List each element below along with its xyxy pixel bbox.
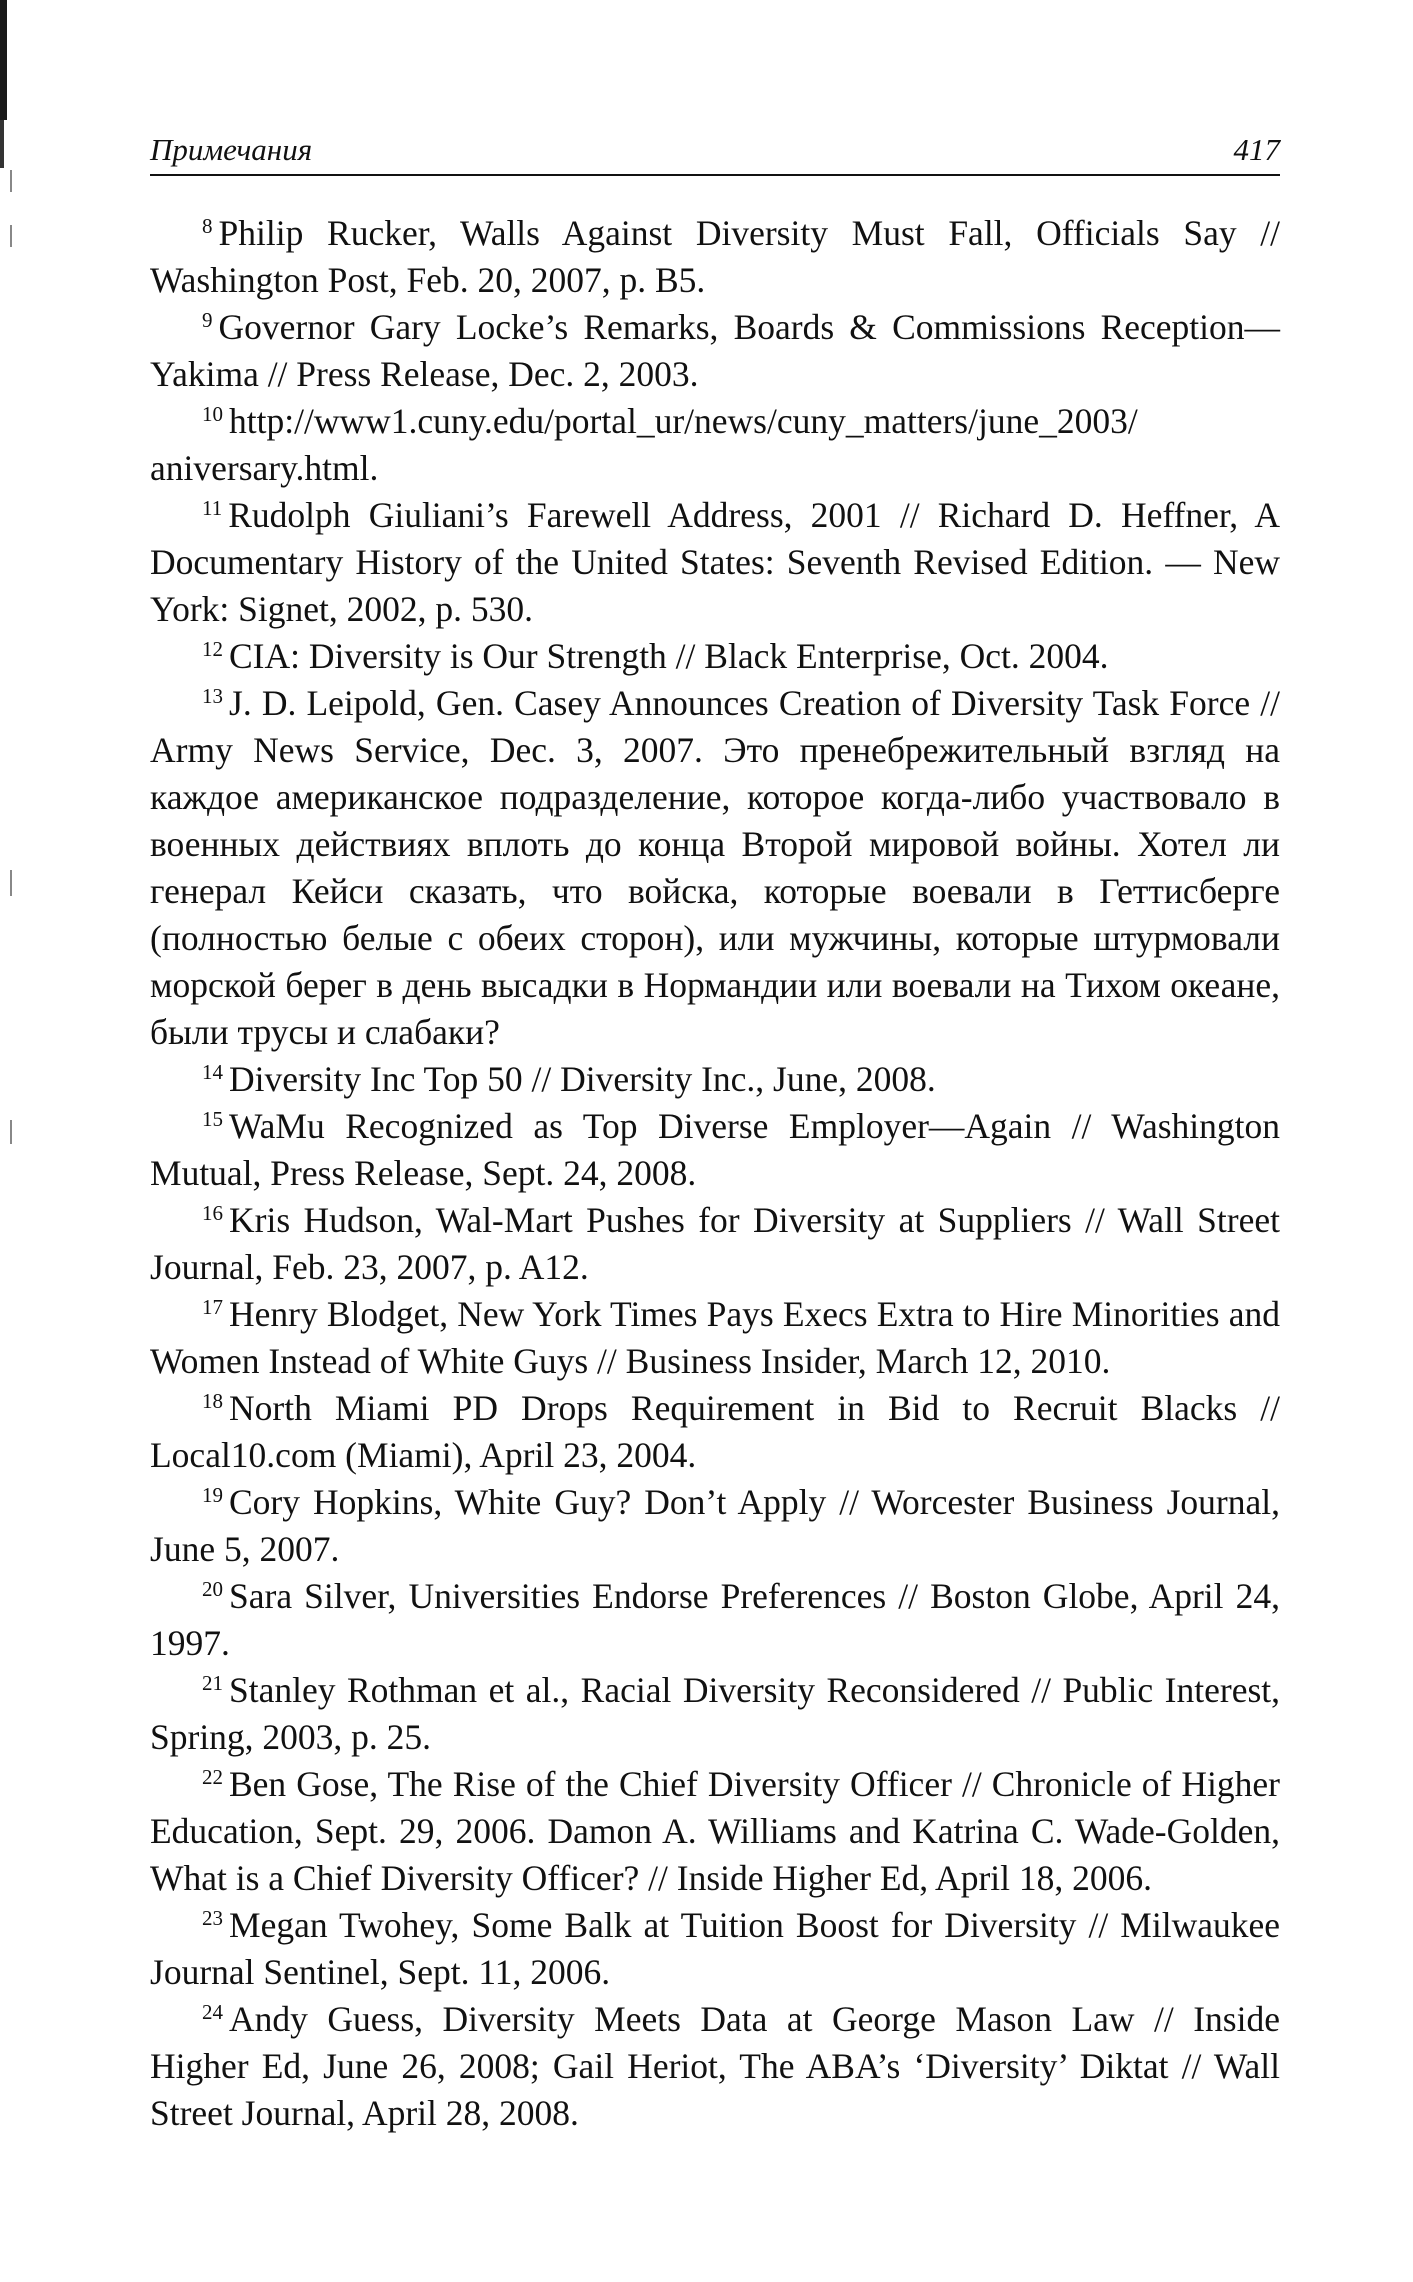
endnote [150,1902,1280,1996]
scan-speck [10,225,12,247]
endnote-text: WaMu Recognized as Top Diverse Employer—Again // Washington Mutual, Press Release, Sept. 24, 2008. [150,1106,1280,1193]
endnote-text: J. D. Leipold, Gen. Casey Announces Creation of Diversity Task Force // Army News Service, Dec. 3, 2007. Это пренебрежительный взгляд на каждое американское подразделение, которое когда-либо участвовало в военных действиях вплоть до конца Второй мировой войны. Хотел ли генерал Кейси сказать, что войска, которые воевали в Геттисберге (полностью белые с обеих сторон), или мужчины, которые штурмовали морской берег в день высадки в Нормандии или воевали на Тихом океане, были трусы и слабаки? [150,683,1280,1052]
endnote [150,633,1280,680]
endnote-text: Ben Gose, The Rise of the Chief Diversity Officer // Chronicle of Higher Education, Sept. 29, 2006. Damon A. Williams and Katrina C. Wade-Golden, What is a Chief Diversity Officer? // Inside Higher Ed, April 18, 2006. [150,1764,1280,1898]
endnote-text: Governor Gary Locke’s Remarks, Boards & Commissions Reception—Yakima // Press Release, Dec. 2, 2003. [150,307,1280,394]
scan-speck [10,170,12,192]
endnote-number: 18 [202,1389,223,1413]
endnote [150,1385,1280,1479]
scan-edge-mark [0,120,4,168]
endnotes-list [150,210,1280,2137]
endnote-number: 19 [202,1483,223,1507]
endnote-text: Philip Rucker, Walls Against Diversity Must Fall, Officials Say // Washington Post, Feb. 20, 2007, p. B5. [150,213,1280,300]
scan-speck [10,870,12,896]
endnote-number: 17 [202,1295,223,1319]
endnote-text: Andy Guess, Diversity Meets Data at George Mason Law // Inside Higher Ed, June 26, 2008; Gail Heriot, The ABA’s ‘Diversity’ Diktat // Wall Street Journal, April 28, 2008. [150,1999,1280,2133]
endnote-number: 15 [202,1107,223,1131]
endnote [150,304,1280,398]
running-title: Примечания [150,132,313,167]
endnote [150,210,1280,304]
page-header [150,128,1280,176]
endnote-text: Megan Twohey, Some Balk at Tuition Boost for Diversity // Milwaukee Journal Sentinel, Sept. 11, 2006. [150,1905,1280,1992]
endnote [150,1761,1280,1902]
endnote [150,1996,1280,2137]
endnote-number: 20 [202,1577,223,1601]
endnote-text: Rudolph Giuliani’s Farewell Address, 2001 // Richard D. Heffner, A Documentary History of the United States: Seventh Revised Edition. — New York: Signet, 2002, p. 530. [150,495,1280,629]
endnote [150,1479,1280,1573]
endnote [150,398,1280,492]
endnote-number: 8 [202,214,213,238]
endnote-text: Sara Silver, Universities Endorse Preferences // Boston Globe, April 24, 1997. [150,1576,1280,1663]
endnote-text: North Miami PD Drops Requirement in Bid to Recruit Blacks // Local10.com (Miami), April 23, 2004. [150,1388,1280,1475]
page-number: 417 [1233,132,1280,167]
endnote-text: Kris Hudson, Wal-Mart Pushes for Diversity at Suppliers // Wall Street Journal, Feb. 23, 2007, p. A12. [150,1200,1280,1287]
endnote [150,1667,1280,1761]
endnote [150,1197,1280,1291]
endnote [150,1056,1280,1103]
scan-speck [10,1120,12,1144]
endnote-number: 9 [202,308,213,332]
endnote-number: 16 [202,1201,223,1225]
endnote-number: 12 [202,637,223,661]
endnote-text: Cory Hopkins, White Guy? Don’t Apply // Worcester Business Journal, June 5, 2007. [150,1482,1280,1569]
endnote-text: CIA: Diversity is Our Strength // Black Enterprise, Oct. 2004. [229,636,1109,676]
endnote-number: 10 [202,402,223,426]
endnote-number: 24 [202,2000,223,2024]
endnote-text: http://www1.cuny.edu/portal_ur/news/cuny_matters/june_2003/ aniversary.html. [150,401,1138,488]
endnote-text: Henry Blodget, New York Times Pays Execs Extra to Hire Minorities and Women Instead of White Guys // Business Insider, March 12, 2010. [150,1294,1280,1381]
endnote-number: 22 [202,1765,223,1789]
endnote-number: 14 [202,1060,223,1084]
scan-edge-mark [0,0,7,120]
endnote-number: 11 [202,496,223,520]
endnote-number: 21 [202,1671,223,1695]
endnote-number: 13 [202,684,223,708]
endnote-text: Stanley Rothman et al., Racial Diversity Reconsidered // Public Interest, Spring, 2003, p. 25. [150,1670,1280,1757]
endnote-text: Diversity Inc Top 50 // Diversity Inc., June, 2008. [229,1059,936,1099]
endnote-number: 23 [202,1906,223,1930]
endnote [150,1573,1280,1667]
endnote [150,680,1280,1056]
endnote [150,492,1280,633]
endnote [150,1291,1280,1385]
endnote [150,1103,1280,1197]
